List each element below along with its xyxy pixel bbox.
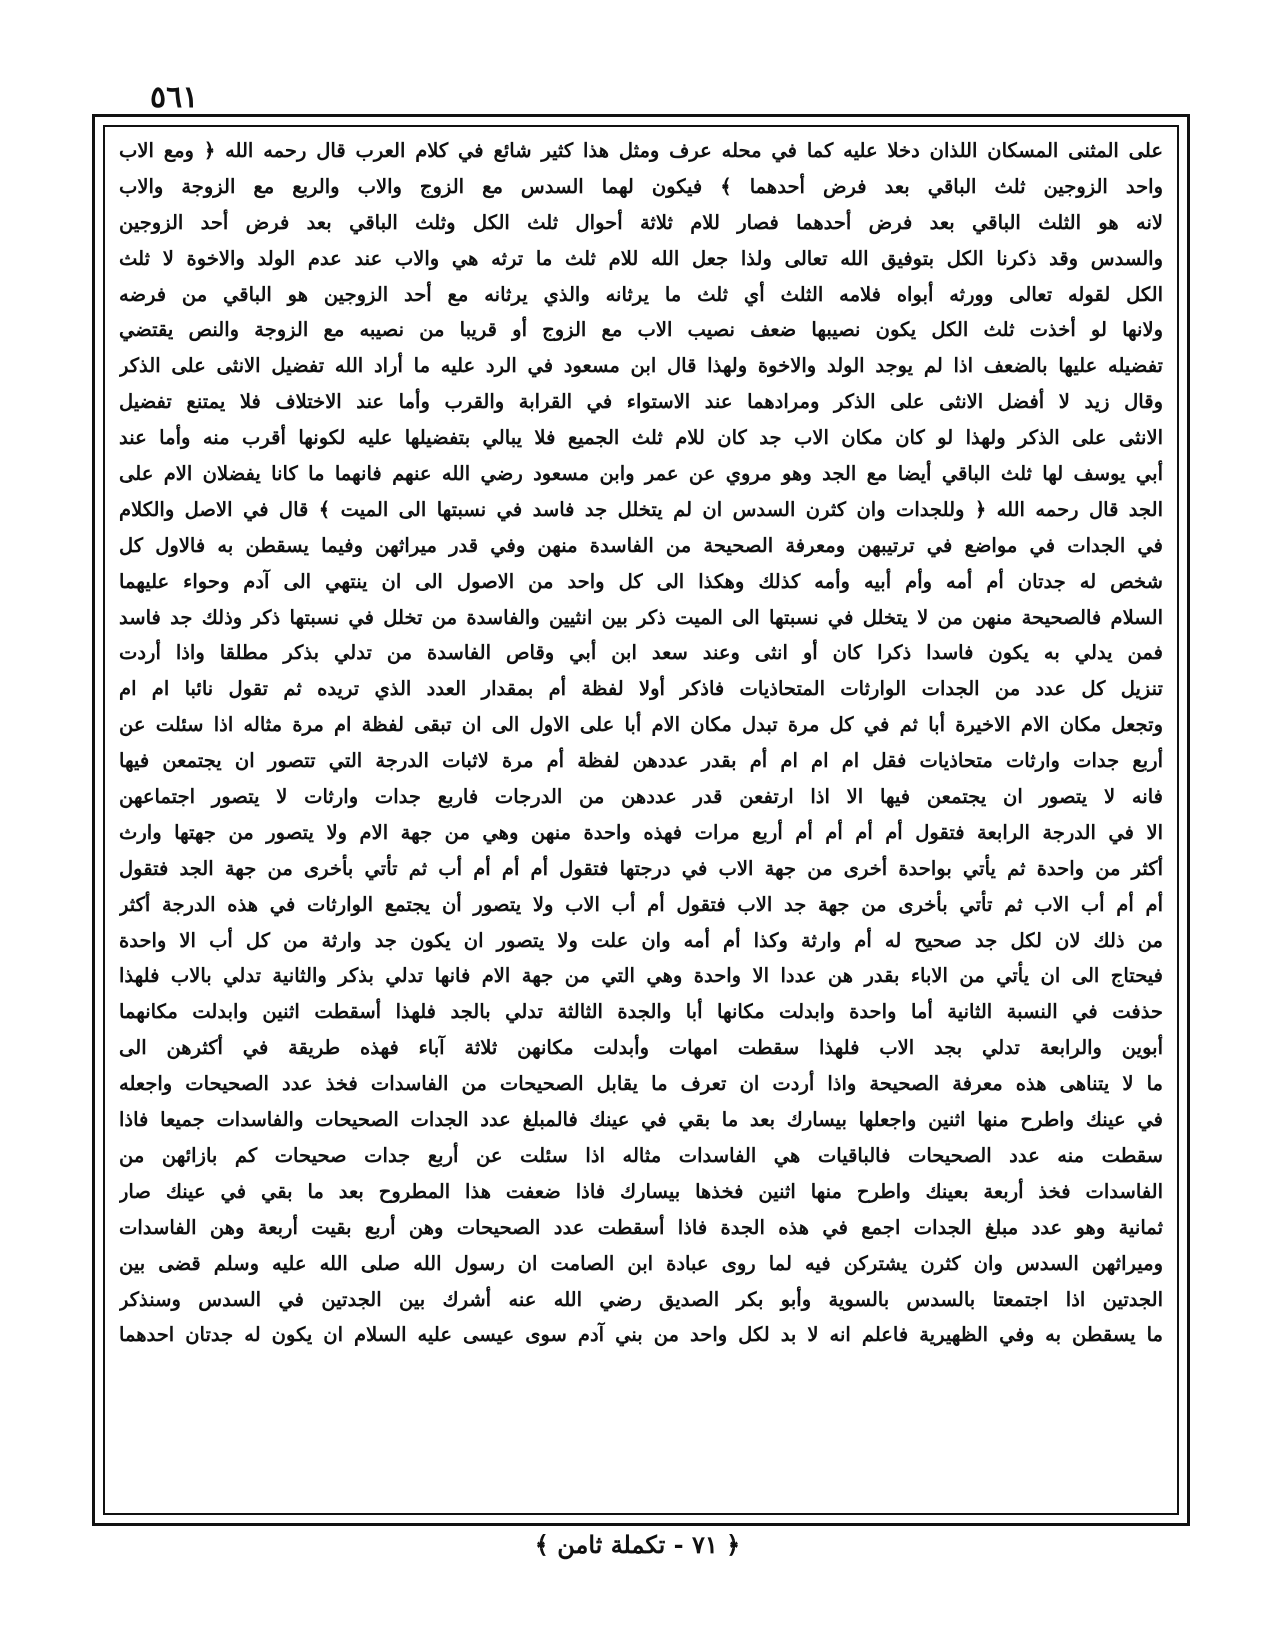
text-line: في عينك واطرح منها اثنين واجعلها بيسارك بعد ما بقي في عينك فالمبلغ عدد الجدات الصحيحات والفاسدات جميعا فاذا [119, 1108, 1163, 1132]
text-line: أم أم أب الاب ثم تأتي بأخرى من جهة جد الاب فتقول أم أب الاب ولا يتصور أن يجتمع الوارثات في هذه الدرجة أكثر [119, 892, 1163, 916]
text-line: أربع جدات وارثات متحاذيات فقل ام ام ام أم بقدر عددهن لفظة أم مرة لاثبات الدرجة التي تتصور ان يجتمعن فيها [119, 749, 1163, 773]
page-footer-signature: ﴿ ٧١ - تكملة ثامن ﴾ [534, 1530, 741, 1559]
text-line: أبي يوسف لها ثلث الباقي أيضا مع الجد وهو مروي عن عمر وابن مسعود رضي الله عنهم فانهما ما كانا يفضلان الام على [119, 462, 1163, 486]
text-line: ما يسقطن به وفي الظهيرية فاعلم انه لا بد لكل واحد من بني آدم سوى عيسى عليه السلام ان يكون له جدتان احدهما [119, 1323, 1163, 1347]
text-line: ثمانية وهو عدد مبلغ الجدات اجمع في هذه الجدة فاذا أسقطت عدد الصحيحات وهن أربع بقيت أربعة وهن الفاسدات [119, 1215, 1163, 1239]
text-line: وميراثهن السدس وان كثرن يشتركن فيه لما روى عبادة ابن الصامت ان رسول الله صلى الله عليه وسلم قضى بين [119, 1251, 1163, 1275]
text-line: في الجدات في مواضع في ترتيبهن ومعرفة الصحيحة من الفاسدة منهن وفي قدر ميراثهن وفيما يسقطن به فالاول كل [119, 533, 1163, 557]
text-line: وتجعل مكان الام الاخيرة أبا ثم في كل مرة تبدل مكان الام أبا على الاول الى ان تبقى لفظة ام مرة مثاله اذا سئلت عن [119, 713, 1163, 737]
text-line: من ذلك لان لكل جد صحيح له أم وارثة وكذا أم أمه وان علت ولا يتصور ان يكون جد وارثة من كل أب الا واحدة [119, 928, 1163, 952]
page-border-outer [92, 114, 1190, 1526]
text-line: لانه هو الثلث الباقي بعد فرض أحدهما فصار للام ثلاثة أحوال ثلث الكل وثلث الباقي بعد فرض أحد الزوجين [119, 210, 1163, 234]
text-line: أكثر من واحدة ثم يأتي بواحدة أخرى من جهة الاب في درجتها فتقول أم أم أم أب ثم تأتي بأخرى من جهة الجد فتقول [119, 856, 1163, 880]
text-line: تنزيل كل عدد من الجدات الوارثات المتحاذيات فاذكر أولا لفظة أم بمقدار العدد الذي تريده ثم تقول نائبا ام ام [119, 677, 1163, 701]
text-line: الكل لقوله تعالى وورثه أبواه فلامه الثلث أي ثلث ما يرثانه والذي يرثانه مع أحد الزوجين هو الباقي من فرضه [119, 282, 1163, 306]
text-line: شخص له جدتان أم أمه وأم أبيه وأمه كذلك وهكذا الى كل واحد من الاصول الى ان ينتهي الى آدم وحواء عليهما [119, 569, 1163, 593]
text-line: سقطت منه عدد الصحيحات فالباقيات هي الفاسدات مثاله اذا سئلت عن أربع جدات صحيحات كم بازائهن من [119, 1143, 1163, 1167]
text-line: والسدس وقد ذكرنا الكل بتوفيق الله تعالى ولذا جعل الله للام ثلث ما ترثه هي والاب عند عدم الولد والاخوة لا ثلث [119, 246, 1163, 270]
text-line: وقال زيد لا أفضل الانثى على الذكر ومرادهما عند الاستواء في القرابة والقرب وأما عند الاختلاف فلا يمتنع تفضيل [119, 390, 1163, 414]
text-line: أبوين والرابعة تدلي بجد الاب فلهذا سقطت امهات وأبدلت مكانهن ثلاثة آباء فهذه طريقة في أكثرهن الى [119, 1036, 1163, 1060]
text-line: على المثنى المسكان اللذان دخلا عليه كما في محله عرف ومثل هذا كثير شائع في كلام العرب قال رحمه الله ﴿ ومع الاب [119, 139, 1163, 162]
text-line: حذفت في النسبة الثانية أما واحدة وابدلت مكانها أبا والجدة الثالثة تدلي بالجد فلهذا أسقطت اثنين وابدلت مكانهما [119, 1000, 1163, 1024]
text-line: فيحتاج الى ان يأتي من الاباء بقدر هن عددا الا واحدة وهي التي من جهة الام فانها تدلي بذكر والثانية تدلي بالاب فلهذا [119, 964, 1163, 988]
text-line: ما لا يتناهى هذه معرفة الصحيحة واذا أردت ان تعرف ما يقابل الصحيحات من الفاسدات فخذ عدد الصحيحات واجعله [119, 1072, 1163, 1096]
text-line: الفاسدات فخذ أربعة بعينك واطرح منها اثنين فخذها بيسارك فاذا ضعفت هذا المطروح بعد ما بقي في عينك صار [119, 1179, 1163, 1203]
text-line: واحد الزوجين ثلث الباقي بعد فرض أحدهما ﴾ فيكون لهما السدس مع الزوج والاب والربع مع الزوجة والاب [119, 174, 1163, 198]
text-line: تفضيله عليها بالضعف اذا لم يوجد الولد والاخوة ولهذا قال ابن مسعود في الرد عليه ما أراد الله تفضيل الانثى على الذكر [119, 354, 1163, 378]
text-line: الانثى على الذكر ولهذا لو كان مكان الاب جد كان للام ثلث الجميع فلا يبالي بتفضيلها عليه لكونها أقرب منه وأما عند [119, 426, 1163, 450]
text-line: السلام فالصحيحة منهن من لا يتخلل في نسبتها الى الميت ذكر بين انثيين والفاسدة من تخلل في نسبتها ذكر وذلك جد فاسد [119, 605, 1163, 629]
main-text-block [119, 133, 1163, 1507]
text-line: ولانها لو أخذت ثلث الكل يكون نصيبها ضعف نصيب الاب مع الزوج أو قريبا من نصيبه مع الزوجة والنص يقتضي [119, 318, 1163, 342]
text-line: الجدتين اذا اجتمعتا بالسدس بالسوية وأبو بكر الصديق رضي الله عنه أشرك بين الجدتين في السدس وسنذكر [119, 1287, 1163, 1311]
text-line: الجد قال رحمه الله ﴿ وللجدات وان كثرن السدس ان لم يتخلل جد فاسد في نسبتها الى الميت ﴾ قال في الاصل والكلام [119, 497, 1163, 521]
text-line: الا في الدرجة الرابعة فتقول أم أم أم أم أربع مرات فهذه واحدة منهن وهي من جهة الام ولا يتصور من جهتها وارث [119, 820, 1163, 844]
text-line: فمن يدلي به يكون فاسدا ذكرا كان أو انثى وعند سعد ابن أبي وقاص الفاسدة من تدلي بذكر مطلقا واذا أردت [119, 641, 1163, 665]
page-border-inner [103, 125, 1179, 1515]
page-number: ٥٦١ [150, 80, 199, 115]
text-line: فانه لا يتصور ان يجتمعن فيها الا اذا ارتفعن قدر عددهن من الدرجات فاربع جدات وارثات لا يتصور اجتماعهن [119, 785, 1163, 809]
